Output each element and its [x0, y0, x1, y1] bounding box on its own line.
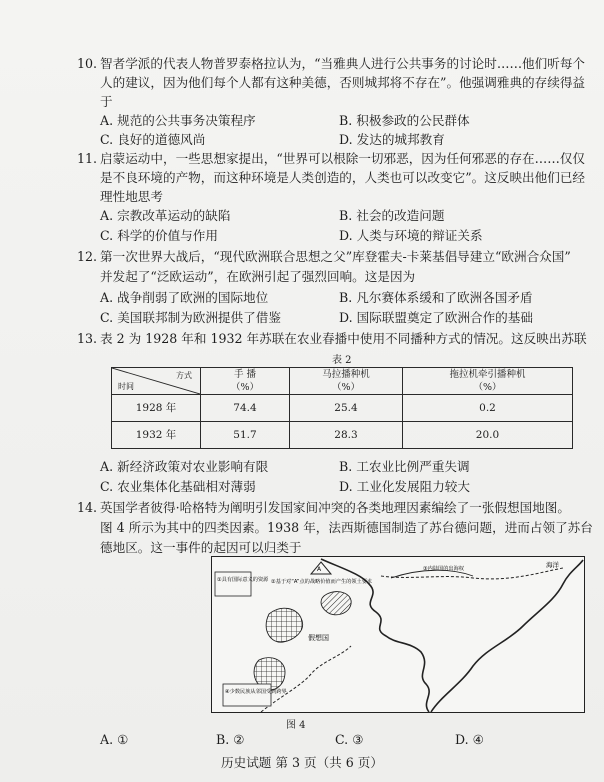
header-method: 方式: [176, 371, 192, 380]
question-text-line: 第一次世界大战后，“现代欧洲联合思想之父”库登霍夫-卡莱基倡导建立“欧洲合众国”: [100, 249, 571, 264]
option-c[interactable]: C. 农业集体化基础相对薄弱: [100, 479, 256, 494]
sowing-methods-table: [111, 367, 573, 449]
option-b[interactable]: B. 工农业比例严重失调: [339, 459, 470, 474]
question-text-line: 理性地思考: [100, 189, 163, 204]
column-unit: （%）: [473, 382, 502, 393]
table-cell: 20.0: [403, 422, 573, 449]
header-time: 时间: [118, 382, 134, 391]
question-text-line: 英国学者彼得·哈格特为阐明引发国家间冲突的各类地理因素编绘了一张假想国地图。: [100, 500, 570, 515]
row-year: 1928 年: [112, 395, 201, 422]
question-number: 14.: [77, 500, 98, 515]
country-label: 假想国: [308, 634, 329, 642]
option-a[interactable]: A. 战争削弱了欧洲的国际地位: [100, 290, 269, 305]
option-a[interactable]: A. 规范的公共事务决策程序: [100, 113, 256, 128]
option-b[interactable]: B. ②: [216, 732, 245, 747]
figure-4-hypothetical-country-map: [211, 556, 585, 713]
question-text-line: 图 4 所示为其中的四类因素。1938 年，法西斯德国制造了苏台德问题，进而占领了苏台: [100, 520, 593, 535]
option-d[interactable]: D. 人类与环境的辩证关系: [339, 228, 483, 243]
label-box: [223, 684, 271, 706]
label-4: ④少数民族从邻国受到跨界: [225, 689, 287, 695]
column-unit: （%）: [331, 382, 361, 393]
option-d[interactable]: D. 国际联盟奠定了欧洲合作的基础: [339, 310, 533, 325]
option-b[interactable]: B. 积极参政的公民群体: [339, 113, 470, 128]
label-1: ①具有国际意义的资源: [217, 577, 269, 583]
option-b[interactable]: B. 凡尔赛体系缓和了欧洲各国矛盾: [339, 290, 533, 305]
label-box: [215, 572, 251, 596]
question-text-line: 人的建议，因为他们每个人都有这种美德，否则城邦将不存在”。他强调雅典的存续得益: [100, 75, 586, 90]
column-name: 马拉播种机: [322, 369, 370, 380]
option-c[interactable]: C. ③: [335, 732, 364, 747]
column-header: [201, 368, 290, 395]
column-header: [403, 368, 573, 395]
table-cell: 25.4: [290, 395, 403, 422]
option-d[interactable]: D. 发达的城邦教育: [339, 132, 445, 147]
question-number: 13.: [77, 331, 98, 346]
option-d[interactable]: D. 工业化发展阻力较大: [339, 479, 470, 494]
row-year: 1932 年: [112, 422, 201, 449]
label-3: ③内陆国的出海权: [423, 566, 464, 572]
column-unit: （%）: [230, 382, 260, 393]
column-header: [290, 368, 403, 395]
question-text-line: 德地区。这一事件的起因可以归类于: [100, 540, 302, 555]
column-name: 拖拉机牵引播种机: [449, 369, 526, 380]
question-text-line: 于: [100, 94, 113, 109]
question-text-line: 是不良环境的产物，而这种环境是人类创造的，人类也可以改变它”。这反映出他们已经: [100, 170, 586, 185]
option-a[interactable]: A. 宗教改革运动的缺陷: [100, 208, 231, 223]
table-corner-header: [112, 368, 201, 395]
table-row: [112, 395, 573, 422]
map-svg: [211, 556, 585, 713]
table-cell: 51.7: [201, 422, 290, 449]
sea-label: 海洋: [546, 561, 559, 569]
label-2: ②基于对“A”点的战略价值而产生的领土要求: [271, 579, 373, 585]
table-cell: 0.2: [403, 395, 573, 422]
question-text-line: 启蒙运动中，一些思想家提出，“世界可以根除一切邪恶，因为任何邪恶的存在……仅仅: [100, 151, 586, 166]
table-row: [112, 422, 573, 449]
column-name: 手 播: [233, 369, 257, 380]
page-footer: 历史试题 第 3 页（共 6 页）: [221, 755, 383, 770]
option-c[interactable]: C. 美国联邦制为欧洲提供了借鉴: [100, 310, 281, 325]
point-a-label: A: [317, 566, 322, 573]
option-c[interactable]: C. 科学的价值与作用: [100, 228, 218, 243]
question-number: 10.: [77, 56, 98, 71]
option-d[interactable]: D. ④: [455, 732, 484, 747]
hatched-region-territory: [321, 592, 351, 615]
figure-caption: 图 4: [286, 720, 306, 731]
question-text-line: 表 2 为 1928 年和 1932 年苏联在农业春播中使用不同播种方式的情况。这反映出苏联: [100, 331, 587, 346]
table-cell: 28.3: [290, 422, 403, 449]
table-cell: 74.4: [201, 395, 290, 422]
option-c[interactable]: C. 良好的道德风尚: [100, 132, 206, 147]
option-a[interactable]: A. ①: [100, 732, 129, 747]
question-text-line: 智者学派的代表人物普罗泰格拉认为，“当雅典人进行公共事务的讨论时……他们听每个: [100, 56, 586, 71]
question-text-line: 并发起了“泛欧运动”，在欧洲引起了强烈回响。这是因为: [100, 269, 416, 284]
table-title: 表 2: [332, 355, 352, 366]
question-number: 11.: [77, 151, 98, 166]
option-b[interactable]: B. 社会的改造问题: [339, 208, 445, 223]
option-a[interactable]: A. 新经济政策对农业影响有限: [100, 459, 269, 474]
question-number: 12.: [77, 249, 98, 264]
